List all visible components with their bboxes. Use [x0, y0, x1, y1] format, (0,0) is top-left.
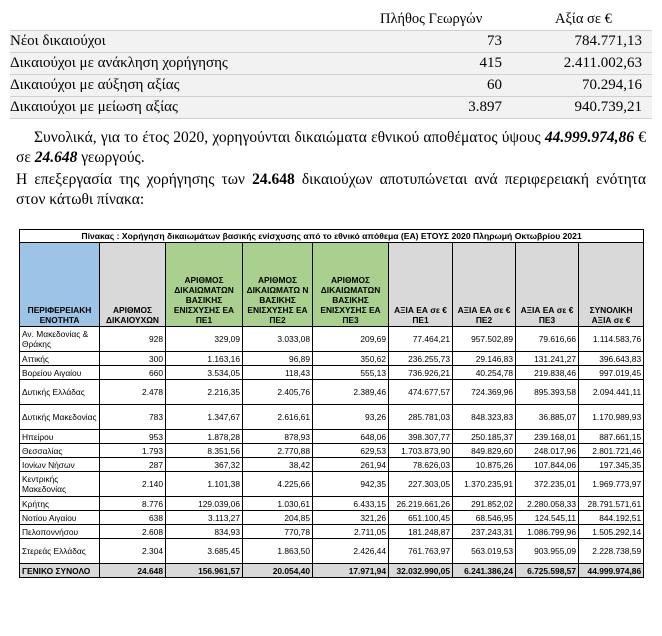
cell-value-pe1: 651.100,45 — [389, 511, 453, 525]
summary-row — [10, 96, 652, 119]
cell-value-pe3: 895.393,58 — [516, 380, 579, 405]
cell-value-pe1: 285.781,03 — [389, 405, 453, 430]
total-cell-rights-pe2: 20.054,40 — [243, 564, 313, 578]
cell-rights-pe1: 1.347,67 — [166, 405, 243, 430]
cell-rights-pe2: 96,89 — [243, 352, 313, 366]
cell-value-pe1: 736.926,21 — [389, 366, 453, 380]
cell-rights-pe1: 3.685,45 — [166, 539, 243, 564]
cell-value-pe2: 10.875,26 — [453, 458, 516, 472]
cell-value-pe3: 36.885,07 — [516, 405, 579, 430]
cell-total-value: 844.192,51 — [579, 511, 644, 525]
cell-rights-pe1: 329,09 — [166, 327, 243, 352]
cell-value-pe1: 236.255,73 — [389, 352, 453, 366]
summary-count: 415 — [479, 55, 502, 71]
cell-region: Κεντρικής Μακεδονίας — [20, 472, 100, 497]
cell-rights-pe1: 3.534,05 — [166, 366, 243, 380]
cell-region: Νοτίου Αιγαίου — [20, 511, 100, 525]
cell-value-pe3: 239.168,01 — [516, 430, 579, 444]
summary-value: 2.411.002,63 — [563, 55, 642, 71]
cell-value-pe1: 227.303,05 — [389, 472, 453, 497]
cell-region: Πελοποννήσου — [20, 525, 100, 539]
cell-region: Κρήτης — [20, 497, 100, 511]
cell-beneficiaries: 1.793 — [100, 444, 166, 458]
summary-label: Δικαιούχοι με ανάκληση χορήγησης — [10, 55, 228, 71]
summary-label: Δικαιούχοι με μείωση αξίας — [10, 99, 178, 115]
cell-value-pe3: 79.616,66 — [516, 327, 579, 352]
table-row — [20, 458, 644, 472]
cell-rights-pe3: 350,62 — [313, 352, 389, 366]
summary-row — [10, 74, 652, 96]
cell-value-pe1: 474.677,57 — [389, 380, 453, 405]
cell-region: Δυτικής Μακεδονίας — [20, 405, 100, 430]
cell-value-pe1: 78.626,03 — [389, 458, 453, 472]
cell-value-pe3: 107.844,06 — [516, 458, 579, 472]
intro-paragraph — [16, 170, 646, 210]
cell-value-pe2: 250.185,37 — [453, 430, 516, 444]
cell-rights-pe3: 321,26 — [313, 511, 389, 525]
cell-value-pe1: 26.219.661,26 — [389, 497, 453, 511]
cell-value-pe2: 237.243,31 — [453, 525, 516, 539]
cell-value-pe3: 248.017,96 — [516, 444, 579, 458]
cell-value-pe2: 849.829,60 — [453, 444, 516, 458]
cell-value-pe2: 40.254,78 — [453, 366, 516, 380]
cell-total-value: 396.643,83 — [579, 352, 644, 366]
cell-total-value: 197.345,35 — [579, 458, 644, 472]
cell-rights-pe3: 93,26 — [313, 405, 389, 430]
header-value-pe2: ΑΞΙΑ ΕΑ σε € ΠΕ2 — [453, 243, 516, 327]
summary-row — [10, 52, 652, 74]
cell-beneficiaries: 660 — [100, 366, 166, 380]
paragraph1-text-b: € σε — [16, 129, 646, 166]
paragraph1-amount: 44.999.974,86 — [544, 129, 635, 146]
cell-value-pe3: 124.545,11 — [516, 511, 579, 525]
cell-total-value: 1.114.583,76 — [579, 327, 644, 352]
total-cell-region: ΓΕΝΙΚΟ ΣΥΝΟΛΟ — [20, 564, 100, 578]
cell-rights-pe3: 261,94 — [313, 458, 389, 472]
cell-rights-pe3: 2.426,44 — [313, 539, 389, 564]
header-total-value: ΣΥΝΟΛΙΚΗ ΑΞΙΑ σε € — [579, 243, 644, 327]
paragraph2-text-b: δικαιούχων αποτυπώνεται ανά περιφερειακή ενότητα στον κάτωθι πίνακα: — [16, 171, 647, 208]
cell-value-pe3: 219.838,46 — [516, 366, 579, 380]
header-value-pe1: ΑΞΙΑ ΕΑ σε € ΠΕ1 — [389, 243, 453, 327]
total-cell-rights-pe1: 156.961,57 — [166, 564, 243, 578]
cell-value-pe1: 761.763,97 — [389, 539, 453, 564]
cell-beneficiaries: 2.608 — [100, 525, 166, 539]
cell-rights-pe1: 3.113,27 — [166, 511, 243, 525]
summary-value: 784.771,13 — [574, 33, 642, 49]
cell-value-pe2: 724.369,96 — [453, 380, 516, 405]
cell-rights-pe2: 878,93 — [243, 430, 313, 444]
summary-header — [10, 8, 652, 30]
table-row — [20, 497, 644, 511]
total-cell-value-pe1: 32.032.990,05 — [389, 564, 453, 578]
cell-value-pe2: 848.323,83 — [453, 405, 516, 430]
total-row — [20, 564, 644, 578]
cell-rights-pe2: 2.770,88 — [243, 444, 313, 458]
cell-beneficiaries: 2.478 — [100, 380, 166, 405]
cell-rights-pe1: 834,93 — [166, 525, 243, 539]
cell-rights-pe3: 629,53 — [313, 444, 389, 458]
cell-total-value: 2.228.738,59 — [579, 539, 644, 564]
summary-count: 73 — [487, 33, 502, 49]
summary-paragraph — [16, 128, 646, 168]
cell-total-value: 887.661,15 — [579, 430, 644, 444]
summary-label: Νέοι δικαιούχοι — [10, 33, 106, 49]
table-row — [20, 366, 644, 380]
summary-label: Δικαιούχοι με αύξηση αξίας — [10, 77, 180, 93]
cell-value-pe1: 181.248,87 — [389, 525, 453, 539]
cell-rights-pe1: 367,32 — [166, 458, 243, 472]
cell-beneficiaries: 300 — [100, 352, 166, 366]
cell-rights-pe3: 6.433,15 — [313, 497, 389, 511]
paragraph2-text-a: Η επεξεργασία της χορήγησης των — [16, 171, 245, 188]
cell-beneficiaries: 2.304 — [100, 539, 166, 564]
table-row — [20, 472, 644, 497]
cell-rights-pe1: 2.216,35 — [166, 380, 243, 405]
cell-rights-pe3: 209,69 — [313, 327, 389, 352]
paragraph2-count: 24.648 — [252, 171, 295, 188]
table-caption: Πίνακας : Χορήγηση δικαιωμάτων βασικής ενίσχυσης από το εθνικό απόθεμα (ΕΑ) ΕΤΟΥΣ 2020 Πληρωμή Οκτωβρίου 2021 — [20, 230, 644, 243]
cell-rights-pe2: 2.405,76 — [243, 380, 313, 405]
cell-value-pe3: 372.235,01 — [516, 472, 579, 497]
cell-total-value: 28.791.571,61 — [579, 497, 644, 511]
cell-rights-pe2: 118,43 — [243, 366, 313, 380]
total-cell-value-pe3: 6.725.598,57 — [516, 564, 579, 578]
cell-value-pe2: 68.546,95 — [453, 511, 516, 525]
cell-value-pe3: 903.955,09 — [516, 539, 579, 564]
cell-region: Ηπείρου — [20, 430, 100, 444]
cell-rights-pe2: 2.616,61 — [243, 405, 313, 430]
cell-value-pe1: 1.703.873,90 — [389, 444, 453, 458]
cell-rights-pe2: 770,78 — [243, 525, 313, 539]
cell-total-value: 997.019,45 — [579, 366, 644, 380]
cell-rights-pe1: 1.163,16 — [166, 352, 243, 366]
cell-beneficiaries: 8.776 — [100, 497, 166, 511]
table-row — [20, 539, 644, 564]
cell-beneficiaries: 638 — [100, 511, 166, 525]
summary-header-count: Πλήθος Γεωργών — [380, 11, 483, 27]
header-rights-pe2: ΑΡΙΘΜΟΣ ΔΙΚΑΙΩΜΑΤΩ Ν ΒΑΣΙΚΗΣ ΕΝΙΣΧΥΣΗΣ ΕΑ ΠΕ2 — [243, 243, 313, 327]
cell-region: Ιονίων Νήσων — [20, 458, 100, 472]
cell-rights-pe1: 129.039,06 — [166, 497, 243, 511]
table-row — [20, 444, 644, 458]
cell-region: Θεσσαλίας — [20, 444, 100, 458]
cell-rights-pe2: 1.863,50 — [243, 539, 313, 564]
cell-value-pe2: 957.502,89 — [453, 327, 516, 352]
cell-total-value: 1.170.989,93 — [579, 405, 644, 430]
summary-row — [10, 30, 652, 52]
cell-rights-pe3: 555,13 — [313, 366, 389, 380]
cell-value-pe3: 1.086.799,96 — [516, 525, 579, 539]
cell-rights-pe1: 1.101,38 — [166, 472, 243, 497]
cell-rights-pe2: 3.033,08 — [243, 327, 313, 352]
total-cell-value-pe2: 6.241.386,24 — [453, 564, 516, 578]
summary-count: 60 — [487, 77, 502, 93]
summary-value: 70.294,16 — [582, 77, 642, 93]
table-row — [20, 380, 644, 405]
header-beneficiaries: ΑΡΙΘΜΟΣ ΔΙΚΑΙΟΥΧΩΝ — [100, 243, 166, 327]
summary-value: 940.739,21 — [574, 99, 642, 115]
cell-rights-pe3: 2.389,46 — [313, 380, 389, 405]
cell-value-pe1: 398.307,77 — [389, 430, 453, 444]
summary-header-value: Αξία σε € — [555, 11, 612, 27]
cell-region: Στερεάς Ελλάδας — [20, 539, 100, 564]
table-row — [20, 327, 644, 352]
summary-table — [10, 8, 652, 119]
header-value-pe3: ΑΞΙΑ ΕΑ σε € ΠΕ3 — [516, 243, 579, 327]
header-rights-pe1: ΑΡΙΘΜΟΣ ΔΙΚΑΙΩΜΑΤΩΝ ΒΑΣΙΚΗΣ ΕΝΙΣΧΥΣΗΣ ΕΑ ΠΕ1 — [166, 243, 243, 327]
cell-region: Δυτικής Ελλάδας — [20, 380, 100, 405]
cell-beneficiaries: 2.140 — [100, 472, 166, 497]
table-row — [20, 511, 644, 525]
cell-rights-pe3: 648,06 — [313, 430, 389, 444]
total-cell-total-value: 44.999.974,86 — [579, 564, 644, 578]
cell-rights-pe2: 204,85 — [243, 511, 313, 525]
cell-value-pe2: 291.852,02 — [453, 497, 516, 511]
cell-beneficiaries: 953 — [100, 430, 166, 444]
cell-value-pe1: 77.464,21 — [389, 327, 453, 352]
cell-rights-pe2: 38,42 — [243, 458, 313, 472]
cell-beneficiaries: 783 — [100, 405, 166, 430]
paragraph1-text-a: Συνολικά, για το έτος 2020, χορηγούνται δικαιώματα εθνικού αποθέματος ύψους — [34, 129, 541, 146]
paragraph1-farmers: 24.648 — [34, 149, 78, 166]
regional-allocation-table — [19, 229, 644, 578]
cell-total-value: 2.801.721,46 — [579, 444, 644, 458]
paragraph1-text-c: γεωργούς. — [81, 149, 145, 166]
table-row — [20, 525, 644, 539]
cell-rights-pe1: 8.351,56 — [166, 444, 243, 458]
cell-value-pe3: 131.241,27 — [516, 352, 579, 366]
cell-beneficiaries: 287 — [100, 458, 166, 472]
cell-region: Αττικής — [20, 352, 100, 366]
cell-region: Βορείου Αιγαίου — [20, 366, 100, 380]
cell-value-pe3: 2.280.058,33 — [516, 497, 579, 511]
cell-rights-pe2: 4.225,66 — [243, 472, 313, 497]
cell-rights-pe1: 1.878,28 — [166, 430, 243, 444]
cell-beneficiaries: 928 — [100, 327, 166, 352]
header-rights-pe3: ΑΡΙΘΜΟΣ ΔΙΚΑΙΩΜΑΤΩΝ ΒΑΣΙΚΗΣ ΕΝΙΣΧΥΣΗΣ ΕΑ ΠΕ3 — [313, 243, 389, 327]
cell-region: Αν. Μακεδονίας & Θράκης — [20, 327, 100, 352]
cell-total-value: 1.505.292,14 — [579, 525, 644, 539]
cell-total-value: 1.969.773,97 — [579, 472, 644, 497]
cell-value-pe2: 563.019,53 — [453, 539, 516, 564]
table-row — [20, 352, 644, 366]
table-row — [20, 405, 644, 430]
cell-total-value: 2.094.441,11 — [579, 380, 644, 405]
cell-value-pe2: 1.370.235,91 — [453, 472, 516, 497]
total-cell-rights-pe3: 17.971,94 — [313, 564, 389, 578]
cell-rights-pe3: 942,35 — [313, 472, 389, 497]
cell-rights-pe2: 1.030,61 — [243, 497, 313, 511]
cell-value-pe2: 29.146,83 — [453, 352, 516, 366]
table-row — [20, 430, 644, 444]
total-cell-beneficiaries: 24.648 — [100, 564, 166, 578]
summary-count: 3.897 — [468, 99, 502, 115]
header-region: ΠΕΡΙΦΕΡΕΙΑΚΗ ΕΝΟΤΗΤΑ — [20, 243, 100, 327]
cell-rights-pe3: 2.711,05 — [313, 525, 389, 539]
